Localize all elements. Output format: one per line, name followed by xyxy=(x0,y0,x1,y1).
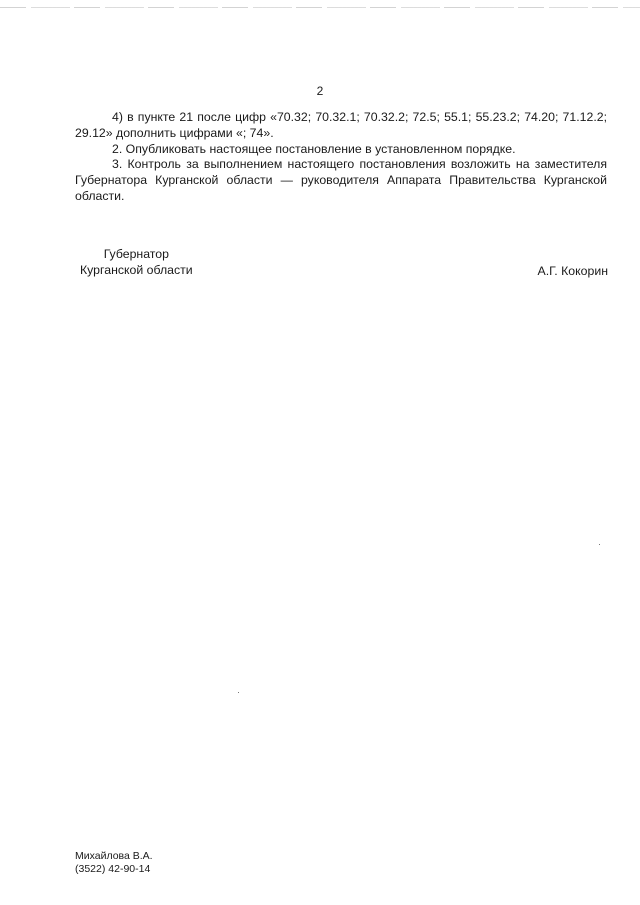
signature-title xyxy=(80,247,193,279)
paragraph-control: 3. Контроль за выполнением настоящего постановления возложить на заместителя Губернатора Курганской области — руководителя Аппарата Правительства Курганской области. xyxy=(75,157,607,203)
scan-speck xyxy=(599,544,600,545)
signature-title-line1: Губернатор xyxy=(103,247,169,261)
signature-name: А.Г. Кокорин xyxy=(537,264,608,278)
scan-edge-line xyxy=(0,7,640,8)
paragraph-publish: 2. Опубликовать настоящее постановление в установленном порядке. xyxy=(112,141,516,156)
paragraph-item-4: 4) в пункте 21 после цифр «70.32; 70.32.1; 70.32.2; 72.5; 55.1; 55.23.2; 74.20; 71.12.2; 29.12» дополнить цифрами «; 74». xyxy=(75,110,607,140)
signature-title-line2: Курганской области xyxy=(80,262,193,277)
page-number: 2 xyxy=(316,84,324,98)
executor-phone: (3522) 42-90-14 xyxy=(75,863,151,875)
executor-info xyxy=(75,850,153,876)
scan-speck xyxy=(238,692,239,693)
executor-name: Михайлова В.А. xyxy=(75,850,153,862)
document-body xyxy=(75,110,607,205)
